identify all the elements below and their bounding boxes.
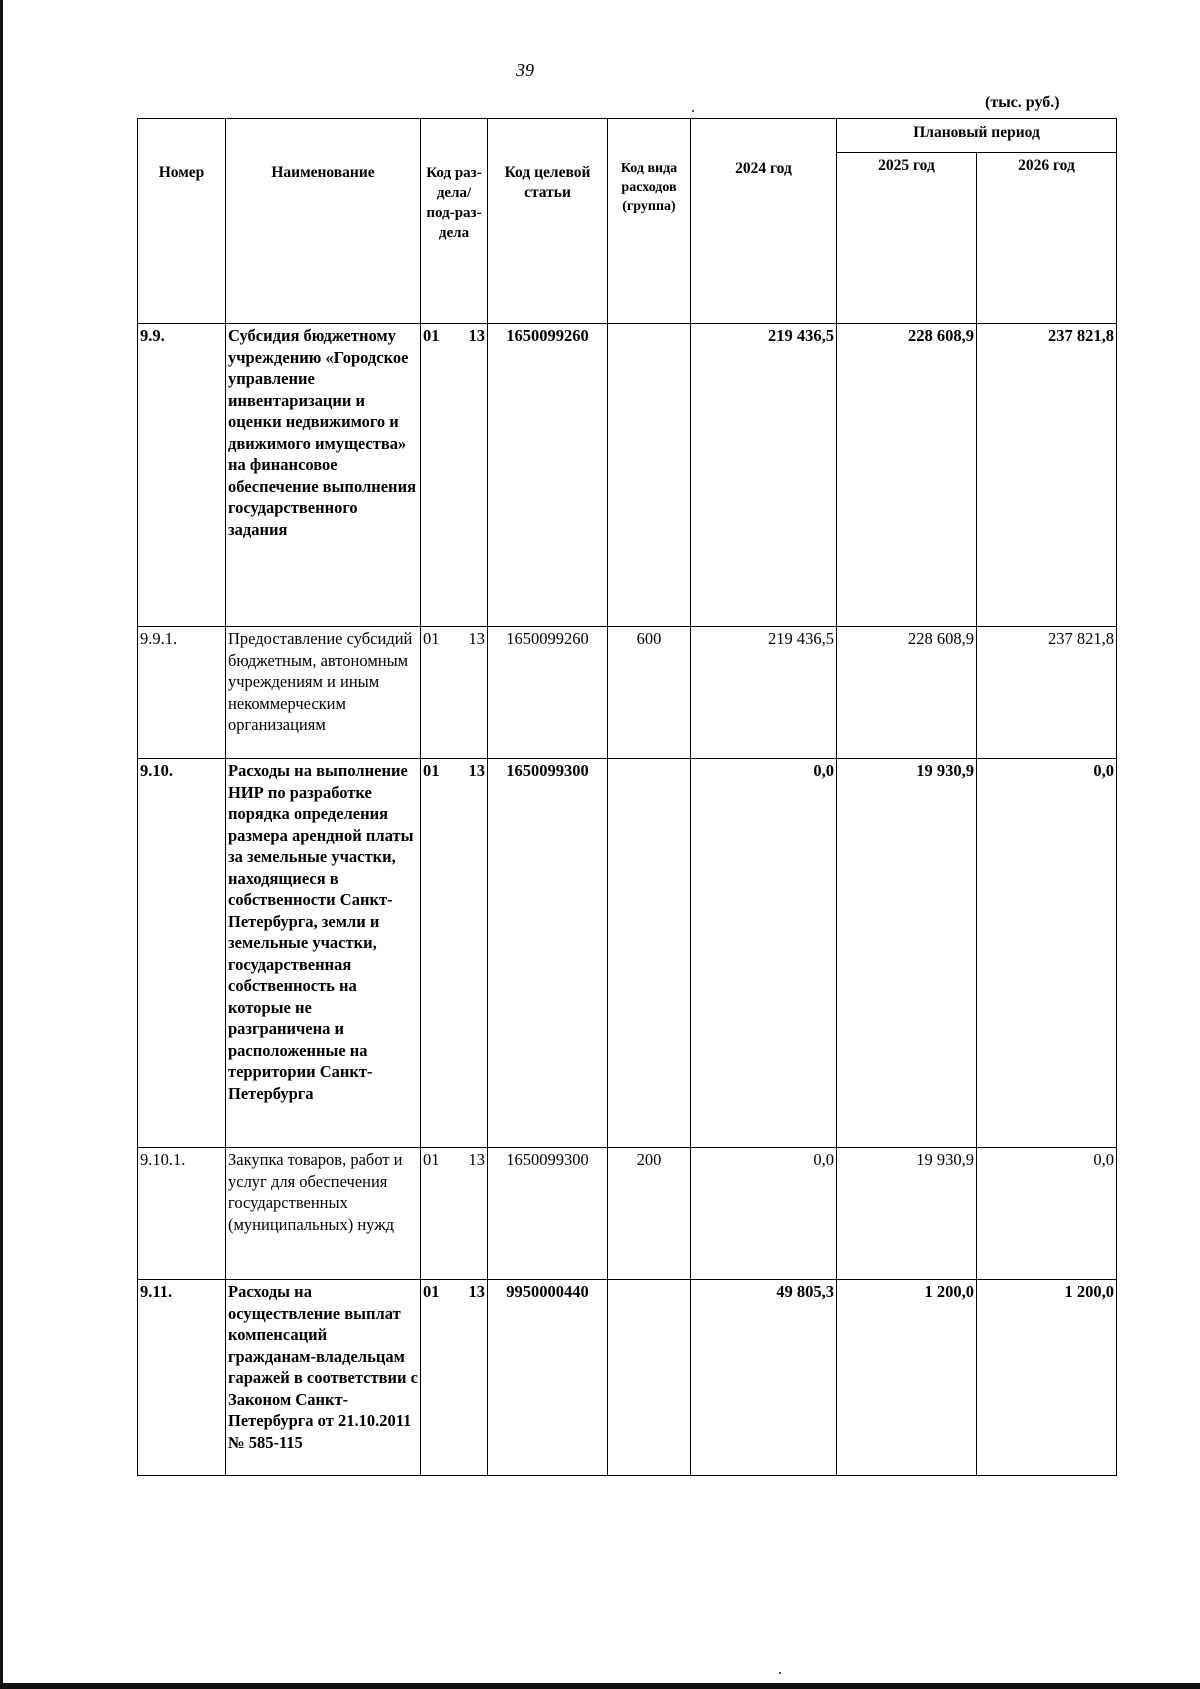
row-section-code <box>421 1148 488 1280</box>
section-code: 01 <box>423 1282 440 1301</box>
row-amount-2026: 1 200,0 <box>977 1280 1117 1476</box>
row-number: 9.10.1. <box>138 1148 226 1280</box>
row-target-code: 1650099300 <box>488 1148 608 1280</box>
row-number: 9.9.1. <box>138 627 226 759</box>
row-amount-2026: 0,0 <box>977 1148 1117 1280</box>
table-row <box>138 324 1117 627</box>
header-2026: 2026 год <box>977 153 1117 324</box>
row-section-code <box>421 759 488 1148</box>
header-section-code: Код раз-дела/ под-раз-дела <box>421 119 488 324</box>
budget-table <box>137 118 1117 1476</box>
table-row <box>138 1148 1117 1280</box>
row-name: Расходы на осуществление выплат компенсаций гражданам-владельцам гаражей в соответствии с Законом Санкт-Петербурга от 21.10.2011 № 585-115 <box>226 1280 421 1476</box>
header-number: Номер <box>138 119 226 324</box>
header-planned-period: Плановый период <box>837 119 1117 153</box>
subsection-code: 13 <box>468 326 485 345</box>
row-number: 9.11. <box>138 1280 226 1476</box>
row-expense-group <box>608 759 691 1148</box>
row-number: 9.9. <box>138 324 226 627</box>
header-expense-group: Код вида расходов (группа) <box>608 119 691 324</box>
subsection-code: 13 <box>468 761 485 780</box>
section-code: 01 <box>423 629 440 648</box>
row-amount-2024: 219 436,5 <box>691 627 837 759</box>
row-amount-2024: 0,0 <box>691 1148 837 1280</box>
subsection-code: 13 <box>468 1150 485 1169</box>
scan-speck <box>692 110 694 112</box>
row-target-code: 9950000440 <box>488 1280 608 1476</box>
row-amount-2026: 237 821,8 <box>977 324 1117 627</box>
header-row <box>138 119 1117 153</box>
row-expense-group <box>608 1280 691 1476</box>
row-number: 9.10. <box>138 759 226 1148</box>
row-amount-2026: 237 821,8 <box>977 627 1117 759</box>
units-label: (тыс. руб.) <box>985 94 1060 111</box>
subsection-code: 13 <box>468 629 485 648</box>
row-amount-2025: 19 930,9 <box>837 759 977 1148</box>
section-code: 01 <box>423 761 440 780</box>
row-section-code <box>421 324 488 627</box>
header-target-code: Код целевой статьи <box>488 119 608 324</box>
table-row <box>138 1280 1117 1476</box>
row-name: Расходы на выполнение НИР по разработке порядка определения размера арендной платы за земельные участки, находящиеся в собственности Санкт-Петербурга, земли и земельные участки, государственная собственность на которые не разграничена и расположенные на территории Санкт-Петербурга <box>226 759 421 1148</box>
header-2024: 2024 год <box>691 119 837 324</box>
scan-edge-bottom <box>0 1683 1200 1689</box>
row-amount-2025: 19 930,9 <box>837 1148 977 1280</box>
row-amount-2024: 0,0 <box>691 759 837 1148</box>
table-row <box>138 627 1117 759</box>
page-number: 39 <box>516 60 534 80</box>
scan-edge-left <box>0 0 3 1689</box>
header-2025: 2025 год <box>837 153 977 324</box>
row-expense-group: 200 <box>608 1148 691 1280</box>
row-target-code: 1650099260 <box>488 627 608 759</box>
section-code: 01 <box>423 1150 440 1169</box>
row-name: Субсидия бюджетному учреждению «Городское управление инвентаризации и оценки недвижимого и движимого имущества» на финансовое обеспечение выполнения государственного задания <box>226 324 421 627</box>
table-row <box>138 759 1117 1148</box>
row-amount-2024: 49 805,3 <box>691 1280 837 1476</box>
row-amount-2024: 219 436,5 <box>691 324 837 627</box>
header-name: Наименование <box>226 119 421 324</box>
row-amount-2025: 228 608,9 <box>837 324 977 627</box>
row-expense-group: 600 <box>608 627 691 759</box>
row-target-code: 1650099260 <box>488 324 608 627</box>
row-amount-2025: 228 608,9 <box>837 627 977 759</box>
row-target-code: 1650099300 <box>488 759 608 1148</box>
row-section-code <box>421 1280 488 1476</box>
row-name: Предоставление субсидий бюджетным, автономным учреждениям и иным некоммерческим организациям <box>226 627 421 759</box>
row-expense-group <box>608 324 691 627</box>
scan-speck <box>779 1672 781 1674</box>
row-section-code <box>421 627 488 759</box>
row-amount-2026: 0,0 <box>977 759 1117 1148</box>
subsection-code: 13 <box>468 1282 485 1301</box>
row-name: Закупка товаров, работ и услуг для обеспечения государственных (муниципальных) нужд <box>226 1148 421 1280</box>
section-code: 01 <box>423 326 440 345</box>
row-amount-2025: 1 200,0 <box>837 1280 977 1476</box>
